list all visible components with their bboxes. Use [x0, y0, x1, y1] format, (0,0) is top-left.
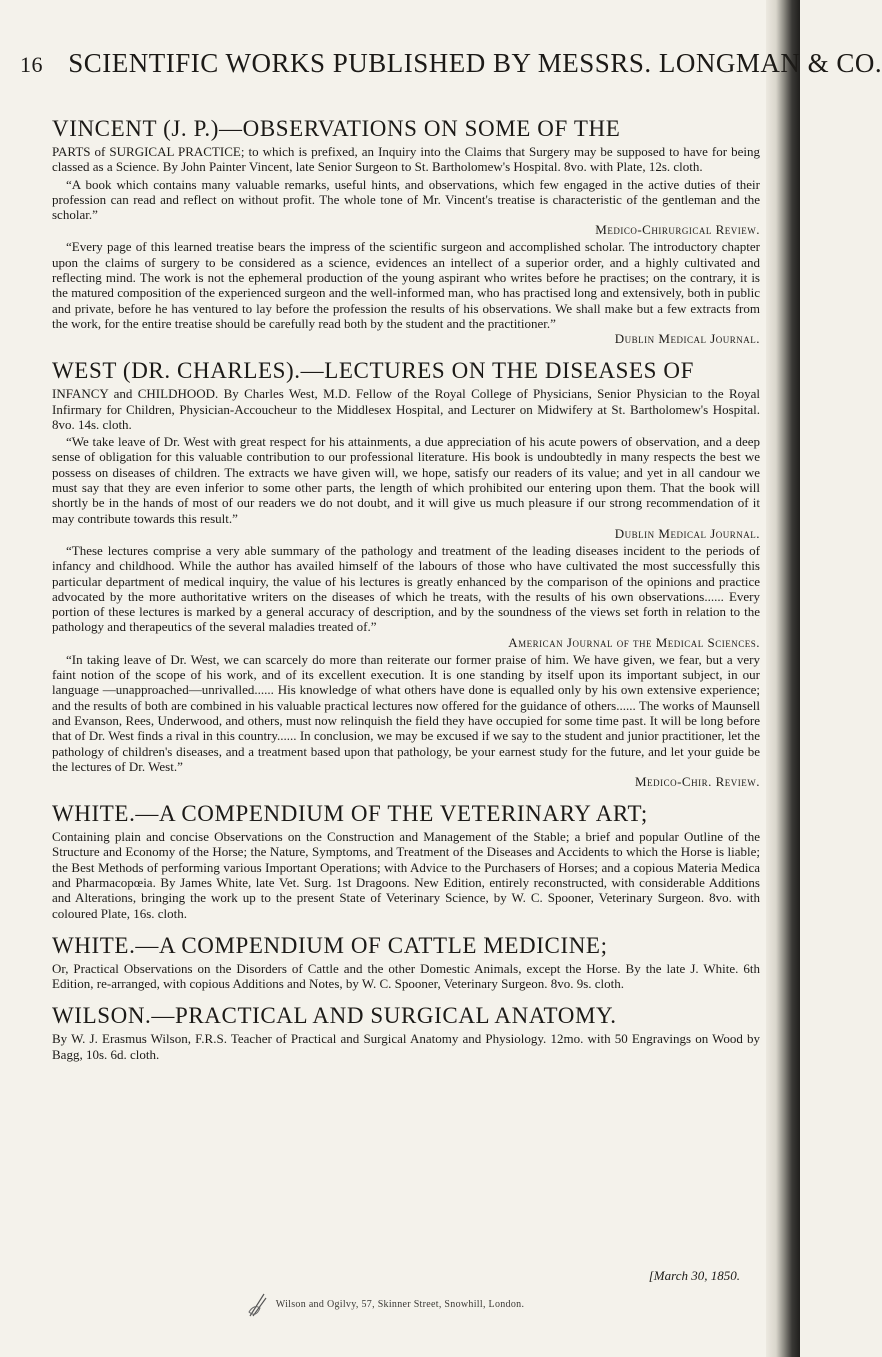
- review-source: Medico-Chir. Review.: [635, 774, 760, 790]
- page-number: 16: [20, 52, 43, 77]
- review-source: Dublin Medical Journal.: [614, 331, 760, 347]
- catalogue-entries: [52, 116, 760, 1074]
- review-source: Dublin Medical Journal.: [614, 525, 760, 541]
- review-quote: “These lectures comprise a very able summary of the pathology and treatment of the leading diseases incident to the periods of infancy and childhood. While the author has availed himself of the labours of those who have cultivated the most successfully this particular department of medical inquiry, the value of his lectures is greatly enhanced by the comparison of the opinions and practice advocated by the more authoritative writers on the diseases of which he treats, with the results of his own observations...... Every portion of these lectures is marked by a general accuracy of description, and by the soundness of the views set forth in relation to the pathology and therapeutics of the several maladies treated of.”: [52, 542, 760, 635]
- entry-description: PARTS of SURGICAL PRACTICE; to which is prefixed, an Inquiry into the Claims that Surgery may be supposed to have for being classed as a Science. By John Painter Vincent, late Senior Surgeon to St. Bartholomew's Hospital. 8vo. with Plate, 12s. cloth.: [52, 144, 760, 175]
- running-title: SCIENTIFIC WORKS PUBLISHED BY MESSRS. LONGMAN & CO.: [68, 48, 882, 78]
- running-head: [20, 48, 882, 79]
- catalogue-entry: [52, 116, 760, 346]
- catalogue-entry: [52, 358, 760, 789]
- entry-description: INFANCY and CHILDHOOD. By Charles West, M.D. Fellow of the Royal College of Physicians, Senior Physician to the Royal Infirmary for Children, Physician-Accoucheur to the Middlesex Hospital, and Lecturer on Midwifery at St. Bartholomew's Hospital. 8vo. 14s. cloth.: [52, 386, 760, 432]
- entry-heading: VINCENT (J. P.)—OBSERVATIONS ON SOME OF THE: [52, 116, 621, 141]
- catalogue-entry: [52, 801, 760, 921]
- review-source: Medico-Chirurgical Review.: [595, 222, 760, 238]
- entry-heading: WHITE.—A COMPENDIUM OF CATTLE MEDICINE;: [52, 932, 608, 958]
- entry-description: By W. J. Erasmus Wilson, F.R.S. Teacher of Practical and Surgical Anatomy and Physiology. 12mo. with 50 Engravings on Wood by Bagg, 10s. 6d. cloth.: [52, 1031, 760, 1062]
- book-spine-shadow: [766, 0, 800, 1357]
- catalogue-entry: [52, 933, 760, 992]
- entry-description: Or, Practical Observations on the Disorders of Cattle and the other Domestic Animals, except the Horse. By the late J. White. 6th Edition, re-arranged, with copious Additions and Notes, by W. C. Spooner, Veterinary Surgeon. 8vo. 9s. cloth.: [52, 960, 760, 992]
- publication-date: [March 30, 1850.: [648, 1268, 740, 1283]
- review-source: American Journal of the Medical Sciences.: [508, 634, 760, 650]
- review-quote: “A book which contains many valuable remarks, useful hints, and observations, which few engaged in the active duties of their profession can read and reflect on without profit. The whole tone of Mr. Vincent's treatise is characteristic of the gentleman and the scholar.”: [52, 176, 760, 223]
- printer-imprint: Wilson and Ogilvy, 57, Skinner Street, Snowhill, London.: [275, 1299, 525, 1310]
- entry-heading: WILSON.—PRACTICAL AND SURGICAL ANATOMY.: [52, 1003, 617, 1029]
- review-quote: “We take leave of Dr. West with great respect for his attainments, a due appreciation of his acute powers of observation, and a deep sense of obligation for this valuable contribution to our professional literature. His book is undoubtedly in many respects the best we possess on diseases of children. The extracts we have given will, we hope, satisfy our readers of its value; and yet in all candour we must say that they are even inferior to some other parts, the length of which prohibited our entering upon them. That the book will shortly be in the hands of most of our readers we do not doubt, and it will give us much pleasure if our strong recommendation of it may contribute towards this result.”: [52, 434, 760, 526]
- entry-description: Containing plain and concise Observations on the Construction and Management of the Stable; a brief and popular Outline of the Structure and Economy of the Horse; the Nature, Symptoms, and Treatment of the Diseases and Accidents to which the Horse is liable; the Best Methods of performing various Important Operations; with Advice to the Purchasers of Horses; and a copious Materia Medica and Pharmacopœia. By James White, late Vet. Surg. 1st Dragoons. New Edition, entirely reconstructed, with considerable Additions and Alterations, bringing the work up to the present State of Veterinary Science, by W. C. Spooner, Veterinary Surgeon. 8vo. with coloured Plate, 16s. cloth.: [52, 829, 760, 921]
- entry-heading: WEST (DR. CHARLES).—LECTURES ON THE DISEASES OF: [52, 358, 694, 384]
- review-quote: “In taking leave of Dr. West, we can scarcely do more than reiterate our former praise of him. We have given, we fear, but a very faint notion of the scope of his work, and of its excellent execution. It is one standing by itself upon its important subject, in our language —unapproached—unrivalled...... His knowledge of what others have done is equalled only by his own extensive experience; and the results of both are combined in his valuable practical lectures now offered for the guidance of others...... The works of Maunsell and Evanson, Rees, Underwood, and others, must now relinquish the field they have occupied for some time past. It will be long before that of Dr. West finds a rival in this country...... In conclusion, we may be excused if we say to the student and junior practitioner, let the pathology of children's diseases, and a treatment based upon that pathology, be your earnest study for the future, and let your guide be the lectures of Dr. West.”: [52, 651, 760, 774]
- catalogue-entry: [52, 1003, 760, 1062]
- review-quote: “Every page of this learned treatise bears the impress of the scientific surgeon and accomplished scholar. The introductory chapter upon the claims of surgery to be considered as a science, evidences an intellect of a superior order, and a highly cultivated and reflecting mind. The work is not the ephemeral production of the young aspirant who writes before he practises; on the contrary, it is the matured composition of the experienced surgeon and the well-informed man, who has practised long and extensively, both in public and private, before he has ventured to lay before the profession the results of his observations. We shall make but a few extracts from the work, for the entire treatise should be carefully read both by the student and the practitioner.”: [52, 239, 760, 331]
- entry-heading: WHITE.—A COMPENDIUM OF THE VETERINARY ART;: [52, 801, 648, 827]
